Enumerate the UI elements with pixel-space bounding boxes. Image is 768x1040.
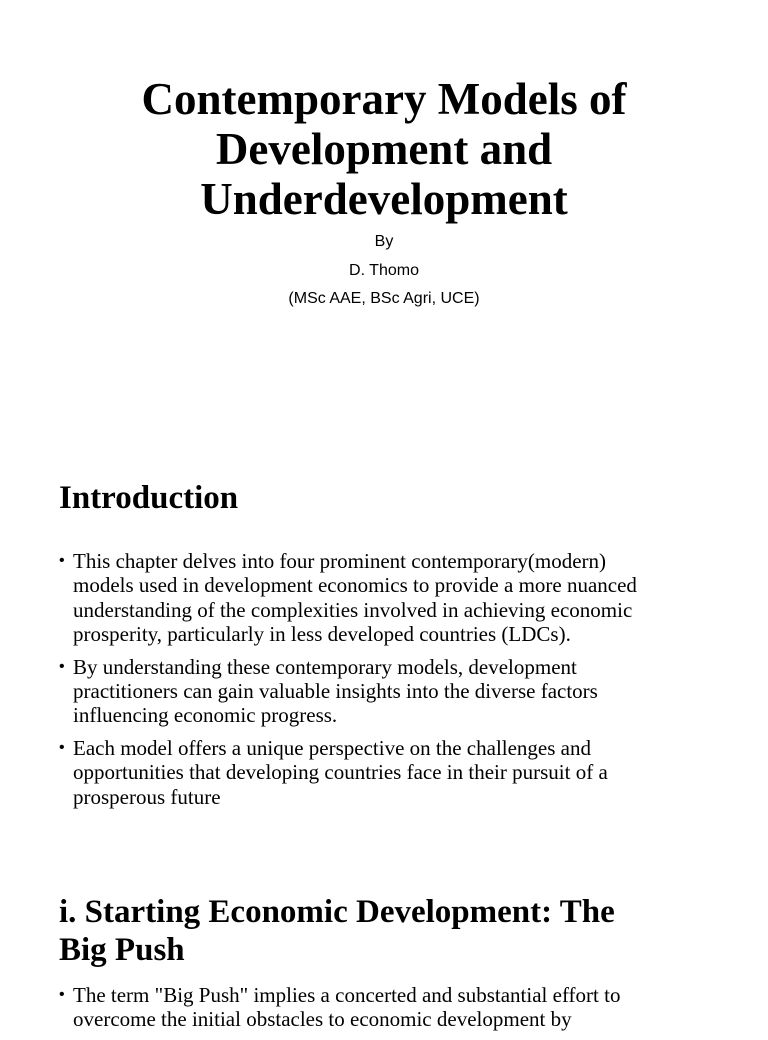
bullet-item [59,983,719,1032]
bullet-line: influencing economic progress. [73,703,338,728]
bullet-text [73,983,719,1032]
bullet-text [73,655,719,728]
big-push-heading-line: Big Push [59,932,185,968]
bullet-line: models used in development economics to provide a more nuanced [73,573,637,598]
bullet-line: This chapter delves into four prominent contemporary(modern) [73,549,606,573]
bullet-item [59,549,719,647]
bullet-line: opportunities that developing countries face in their pursuit of a [73,760,608,785]
big-push-heading-line: i. Starting Economic Development: The [59,894,615,930]
main-title-line: Underdevelopment [200,174,568,224]
bullet-line: prosperity, particularly in less developed countries (LDCs). [73,622,571,647]
main-title [0,74,768,224]
title-slide [0,0,768,430]
bullet-text [73,549,719,647]
author-credentials: (MSc AAE, BSc Agri, UCE) [288,290,480,307]
introduction-bullet-list [59,549,719,817]
bullet-icon: • [59,657,65,675]
introduction-heading: Introduction [59,480,239,516]
bullet-line: Each model offers a unique perspective on the challenges and [73,735,591,760]
main-title-line: Contemporary Models of [141,74,627,124]
bullet-line: overcome the initial obstacles to economic development by [73,1007,572,1032]
bullet-line: The term "Big Push" implies a concerted and substantial effort to [73,983,621,1007]
bullet-line: prosperous future [73,784,221,809]
bullet-line: practitioners can gain valuable insights into the diverse factors [73,679,598,704]
bullet-icon: • [59,986,65,1003]
big-push-heading [59,893,615,969]
bullet-icon: • [59,552,65,569]
bullet-icon: • [59,738,65,756]
bullet-line: By understanding these contemporary models, development [73,654,577,679]
bullet-line: understanding of the complexities involved in achieving economic [73,597,633,622]
big-push-bullet-list [59,983,719,1040]
main-title-line: Development and [215,124,553,174]
author-name: D. Thomo [349,261,419,279]
byline [0,228,768,314]
bullet-item [59,655,719,728]
bullet-text [73,736,719,809]
bullet-item [59,736,719,809]
by-label: By [374,233,394,250]
